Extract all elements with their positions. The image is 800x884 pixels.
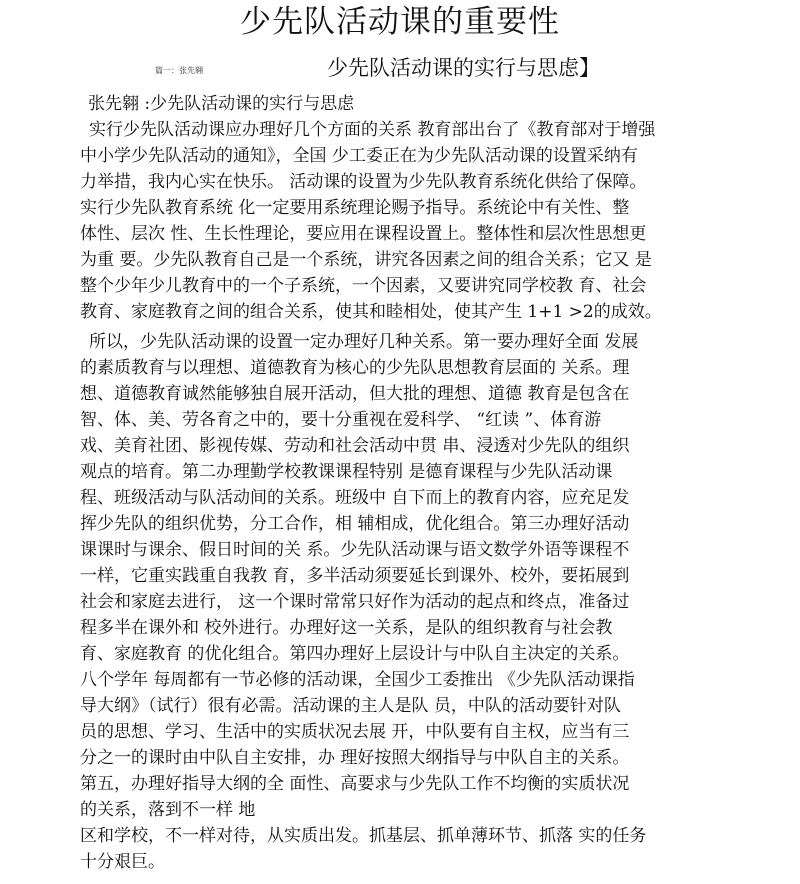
text-line: 程、班级活动与队活动间的关系。班级中 自下而上的教育内容，应充足发: [80, 488, 630, 508]
text-line: 的关系，落到不一样 地: [80, 800, 256, 820]
text-line: 实行少先队教育系统 化一定要用系统理论赐予指导。系统论中有关性、整: [80, 198, 630, 218]
text-line: 第五，办理好指导大纲的全 面性、高要求与少先队工作不均衡的实质状况: [80, 774, 630, 794]
text-line: 课课时与课余、假日时间的关 系。少先队活动课与语文数学外语等课程不: [80, 540, 630, 560]
text-line: 观点的培育。第二办理勤学校教课课程特别 是德育课程与少先队活动课: [80, 462, 613, 482]
document-title: 少先队活动课的重要性: [240, 4, 560, 40]
text-line: 实行少先队活动课应办理好几个方面的关系 教育部出台了《教育部对于增强: [89, 120, 656, 140]
text-line: 为重 要。少先队教育自己是一个系统，讲究各因素之间的组合关系；它又 是: [80, 250, 652, 270]
text-line: 一样，它重实践重自我教 育，多半活动须要延长到课外、校外，要拓展到: [80, 566, 630, 586]
text-line: 十分艰巨。: [80, 852, 165, 872]
text-line: 教育、家庭教育之间的组合关系，使其和睦相处，使其产生 1+1 >2的成效。: [80, 302, 662, 322]
text-line: 程多半在课外和 校外进行。办理好这一关系，是队的组织教育与社会教: [80, 618, 613, 638]
text-line: 体性、层次 性、生长性理论，要应用在课程设置上。整体性和层次性思想更: [80, 224, 647, 244]
author-line: 张先翱 :少先队活动课的实行与思虑: [88, 94, 355, 114]
text-line: 智、体、美、劳各育之中的，要十分重视在爱科学、 “红读 ”、体育游: [80, 410, 602, 430]
text-line: 力举措，我内心实在快乐。 活动课的设置为少先队教育系统化供给了保障。: [80, 172, 647, 192]
text-line: 区和学校，不一样对待，从实质出发。抓基层、抓单薄环节、抓落 实的任务: [80, 826, 647, 846]
text-line: 分之一的课时由中队自主安排，办 理好按照大纲指导与中队自主的关系。: [80, 748, 630, 768]
text-line: 挥少先队的组织优势，分工合作，相 辅相成，优化组合。第三办理好活动: [80, 514, 630, 534]
text-line: 导大纲》（试行）很有必需。活动课的主人是队 员，中队的活动要针对队: [80, 696, 621, 716]
text-line: 整个少年少儿教育中的一个子系统，一个因素，又要讲究同学校教 育、社会: [80, 276, 647, 296]
text-line: 员的思想、学习、生活中的实质状况去展 开，中队要有自主权，应当有三: [80, 722, 630, 742]
text-line: 戏、美育社团、影视传媒、劳动和社会活动中贯 串、浸透对少先队的组织: [80, 436, 630, 456]
section-subtitle: 少先队活动课的实行与思虑】: [327, 56, 600, 80]
source-note: 篇一：张先翱: [155, 66, 203, 75]
text-line: 中小学少先队活动的通知》，全国 少工委正在为少先队活动课的设置采纳有: [80, 146, 638, 166]
text-line: 的素质教育与以理想、道德教育为核心的少先队思想教育层面的 关系。理: [80, 358, 630, 378]
text-line: 八个学年 每周都有一节必修的活动课，全国少工委推出 《少先队活动课指: [80, 670, 635, 690]
text-line: 社会和家庭去进行， 这一个课时常常只好作为活动的起点和终点，准备过: [80, 592, 630, 612]
text-line: 想、道德教育诚然能够独自展开活动，但大批的理想、道德 教育是包含在: [80, 384, 630, 404]
text-line: 所以，少先队活动课的设置一定办理好几种关系。第一要办理好全面 发展: [89, 332, 639, 352]
text-line: 育、家庭教育 的优化组合。第四办理好上层设计与中队自主决定的关系。: [80, 644, 630, 664]
